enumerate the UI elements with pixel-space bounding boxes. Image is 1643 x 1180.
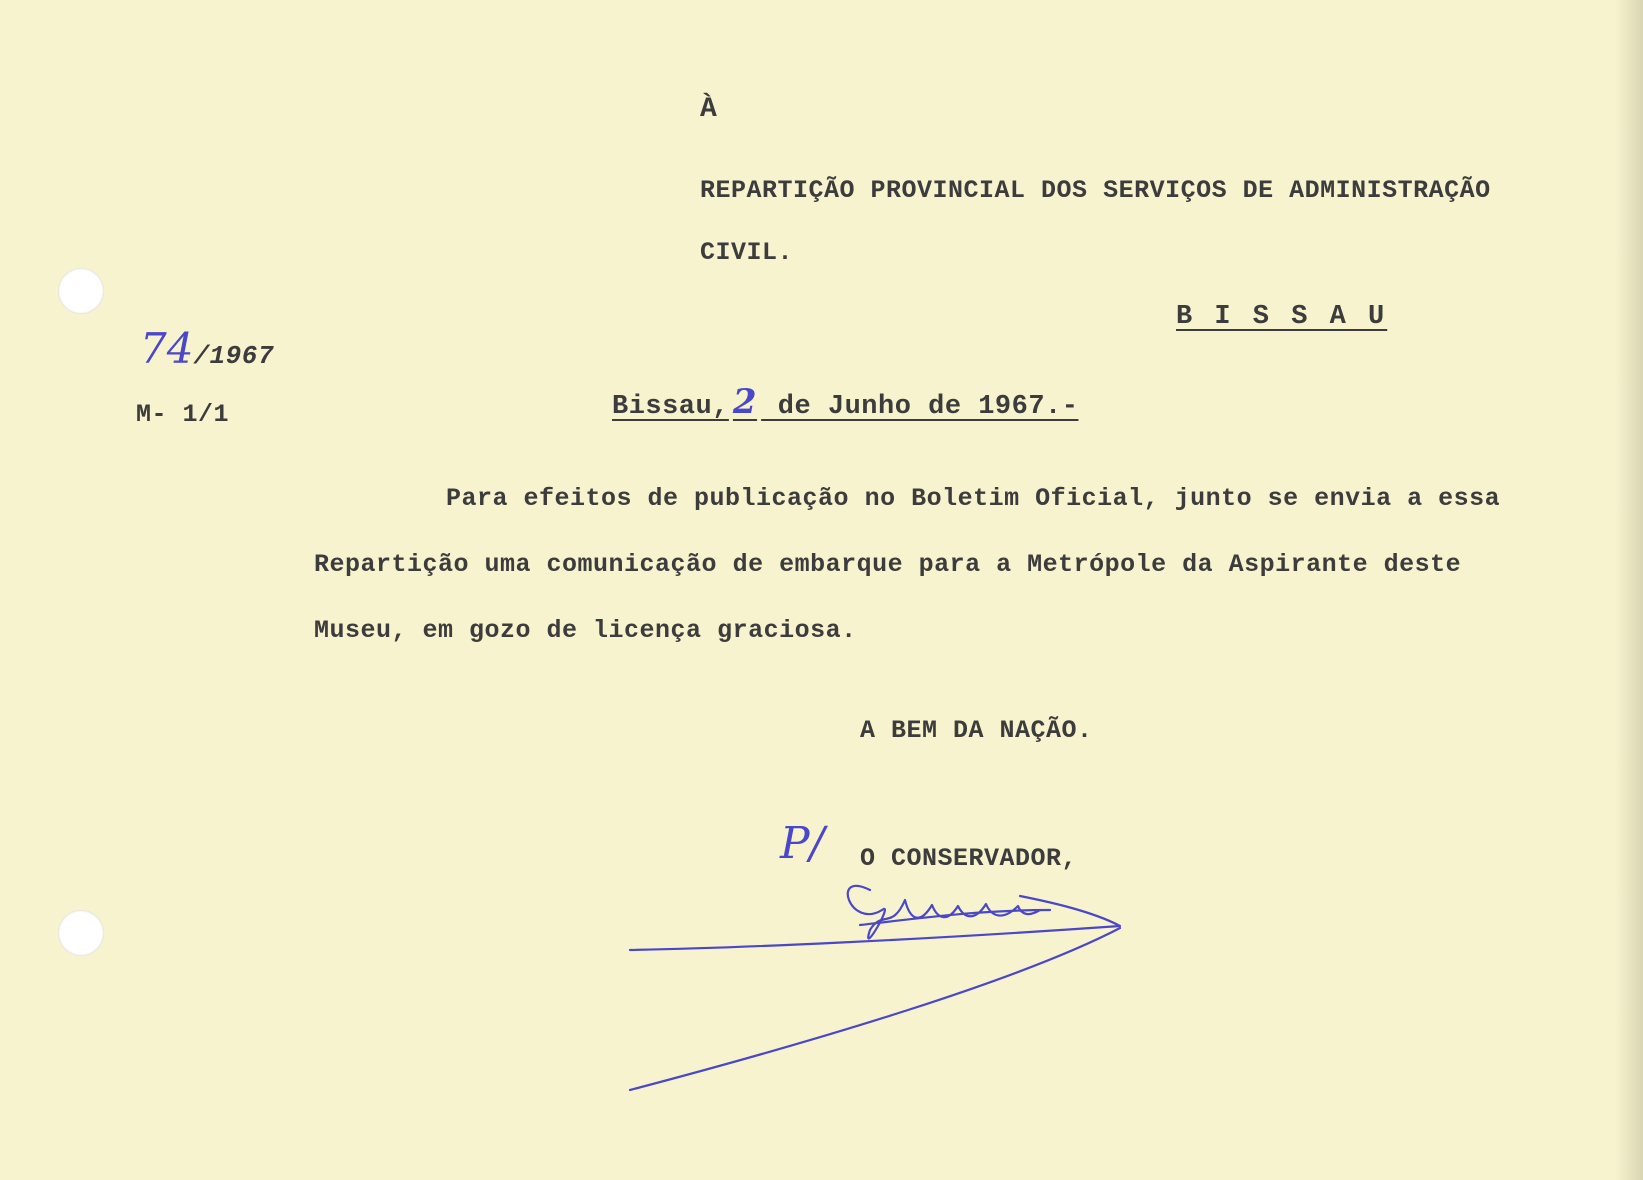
signature-drawing — [620, 870, 1140, 1100]
date-day-handwritten: 2 — [732, 382, 758, 422]
body-line-1: Para efeitos de publicação no Boletim Oficial, junto se envia a essa — [446, 484, 1501, 513]
reference-year: /1967 — [193, 341, 274, 371]
reference-code: M- 1/1 — [136, 400, 230, 429]
letter-date — [612, 382, 1078, 422]
body-line-2: Repartição uma comunicação de embarque para a Metrópole da Aspirante deste — [314, 550, 1462, 579]
signatory-title: O CONSERVADOR, — [860, 844, 1078, 873]
signature-stroke-tail — [630, 928, 1120, 1090]
page-edge-shadow — [1615, 0, 1643, 1180]
date-suffix: de Junho de 1967.- — [761, 392, 1079, 422]
body-line-3: Museu, em gozo de licença graciosa. — [314, 616, 857, 645]
punch-hole-top — [58, 268, 104, 314]
salutation: À — [700, 94, 718, 125]
addressee-line-1: REPARTIÇÃO PROVINCIAL DOS SERVIÇOS DE ADMINISTRAÇÃO — [700, 176, 1491, 205]
addressee-city: B I S S A U — [1176, 302, 1388, 332]
reference-number — [140, 324, 274, 373]
punch-hole-bottom — [58, 910, 104, 956]
reference-number-handwritten: 74 — [140, 324, 194, 373]
signature-stroke-letters — [848, 886, 1040, 939]
closing-phrase: A BEM DA NAÇÃO. — [860, 716, 1093, 745]
signatory-prefix-handwritten: P/ — [780, 818, 825, 869]
addressee-line-2: CIVIL. — [700, 238, 794, 267]
date-prefix: Bissau, — [612, 392, 729, 422]
